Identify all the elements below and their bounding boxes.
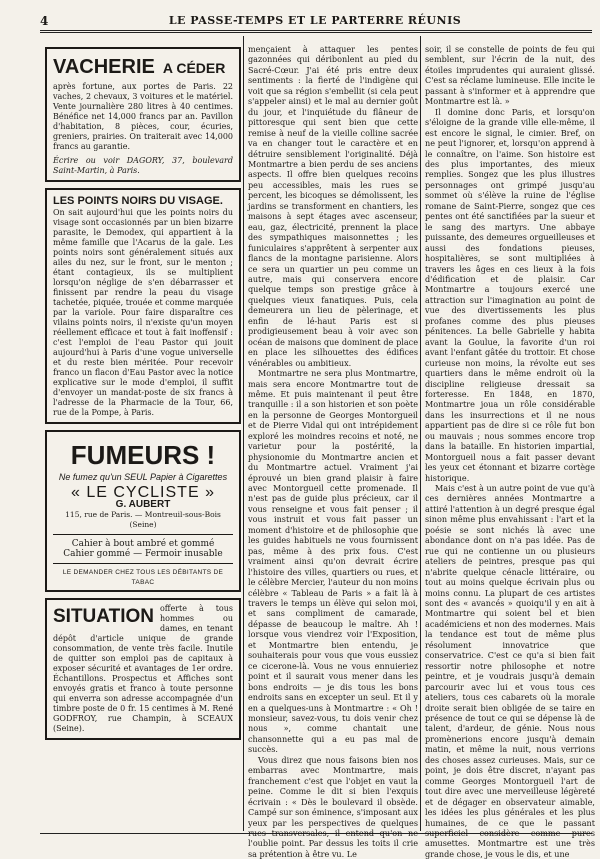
ad-vacherie-contact: Écrire ou voir DAGORY, 37, boulevard Saint-Martin, à Paris. <box>53 156 233 175</box>
ad-vacherie-title: VACHERIE A CÉDER <box>53 56 226 78</box>
ad-fumeurs-line2: Cahier gommé — Fermoir inusable <box>63 549 223 559</box>
article-column-3 <box>425 44 595 859</box>
ad-fumeurs-separator <box>53 563 233 564</box>
advertisements-column <box>45 47 241 746</box>
ad-fumeurs-brand: « LE CYCLISTE » <box>71 484 215 501</box>
header-rule-double <box>40 32 592 33</box>
ad-vacherie-body: après fortune, aux portes de Paris. 22 vaches, 2 chevaux, 3 voitures et le matériel. Vente journalière 280 litres à 40 centimes. Bénéfice net 14,000 francs par an. Pavillon d'habitation, 8 pièces, cour, écuries, greniers, prairies. On traiterait avec 14,000 francs au garantie. <box>53 82 233 151</box>
ad-fumeurs-line1: Cahier à bout ambré et gommé <box>71 539 215 549</box>
ad-points-noirs-body: On sait aujourd'hui que les points noirs du visage sont occasionnés par un bien bizarre parasite, le Demodex, qui appartient à la même famille que l'Acarus de la gale. Les points noirs sont généralement situés aux ailes du nez, sur le front, sur le menton ; étant contagieux, ils se multiplient lorsqu'on néglige de s'en débarrasser et finissent par rendre la peau du visage tachetée, piquée, trouée et comme marquée par la variole. Pour faire disparaître ces vilains points noirs, il n'existe qu'un moyen réellement efficace et tout à fait inoffensif : c'est l'emploi de l'eau Pastor qui jouit aujourd'hui à Paris d'une vogue universelle et du reste bien méritée. Pour recevoir franco un flacon d'Eau Pastor avec la notice explicative sur le mode d'emploi, il suffit d'envoyer un mandat-poste de six francs à l'adresse de la Pharmacie de la Tour, 66, rue de la Pompe, à Paris. <box>53 208 233 417</box>
article-paragraph: Vous direz que nous faisons bien nos embarras avec Montmartre, mais franchement c'est que l'objet en vaut la peine. Comme le dit si bien l'exquis écrivain : « Dès le boulevard il obsède. Campé sur son éminence, s'imposant aux yeux par les perspectives de quelques rues transversales, il entend qu'on ne l'oublie point. Par dessus les toits il crie sa prétention à être vu. Le <box>248 754 418 859</box>
ad-fumeurs-separator <box>53 534 233 535</box>
ad-fumeurs-footer: LE DEMANDER CHEZ TOUS LES DÉBITANTS DE TABAC <box>62 569 224 586</box>
page-number: 4 <box>40 14 49 28</box>
article-paragraph: mençaient à attaquer les pentes gazonnées qui déribonlent au pied du Sacré-Cœur. J'ai été pris entre deux sentiments : la fierté de l'indigène qui voit que sa région s'embellit (si cela peut s'appeler ainsi) et le mal au dernier goût du jour, et l'inquiétude du flâneur de pittoresque qui sent bien que cette remise à neuf de la vieille colline sacrée va en changer tout le caractère et en détruire sensiblement l'originalité. Déjà Montmartre a bien perdu de ses anciens aspects. Il offre bien quelques recoins peu accessibles, mais les rues se percent, les bicoques se démolissent, les jardins se transforment en chantiers, les maisons à sept étages avec ascenseur, eau, gaz, électricité, prennent la place des sympathiques maisonnettes ; les funiculaires s'apprêtent à serpenter aux flancs de la montagne parisienne. Alors ce sera un quartier un peu comme un autre, mais qui conservera encore quelque temps son prestige grâce à quelques vieux fanatiques. Puis, cela demeurera un lieu de pèlerinage, et enfin de lé-haut Paris est si prodigieusement beau à voir avec son océan de maisons que dominent de place en place les silhouettes des édifices vénérables ou ambitieux. <box>248 44 418 368</box>
article-paragraph: soir, il se constelle de points de feu qui semblent, sur l'écrin de la nuit, des étoiles imprudentes qui auraient glissé. C'est sa réclame lumineuse. Elle incite le passant à s'informer et à apprendre que Montmartre est là. » <box>425 44 595 107</box>
article-paragraph: Il domine donc Paris, et lorsqu'on s'éloigne de la grande ville elle-même, il est encore le signal, le cimier. Bref, on ne peut l'ignorer, et, lorsqu'on apprend à le connaître, on l'aime. Son histoire est des plus importantes, des mieux remplies. Songez que les plus illustres personnages ont grimpé jusqu'au sommet où s'élève la ruine de l'église romane de Saint-Pierre, songez que ces pentes ont été sanctifiées par la sueur et le sang des martyrs. Une abbaye puissante, des demeures orgueilleuses et aussi des fondations pieuses, hospitalières, se sont multipliées à travers les âges en ces lieux à la fois d'édification et de plaisir. Car Montmartre a toujours exercé une attraction sur l'imagination au point de vue des divertissements les plus profanes comme des plus pieuses pénitences. La belle Gabrielle y habita avant la Goulue, la favorite d'un roi avant l'enfant gâtée du trottoir. Et chose curieuse non moins, la révolte eut ses quartiers dans le même endroit où la discipline religieuse dressait sa forteresse. En 1848, en 1870, Montmartre joua un rôle considérable dans les insurrections et il ne nous appartient pas de dire si ce rôle fut bon ou mauvais ; nous sommes encore trop dans la bataille. En historien impartial, Montorgueil nous a fait passer devant les yeux cet étonnant et bizarre cortège historique. <box>425 106 595 483</box>
article-column-2 <box>248 44 418 859</box>
article-paragraph: Mais c'est à un autre point de vue qu'à ces dernières années Montmartre a attiré l'attention à un degré presque égal sinon même plus envahissant : l'art et la poésie se sont nichés là avec une abondance dont on n'a pas idée. Pas de rue qui ne contienne un ou plusieurs ateliers de peintres, presque pas qui n'abrite quelque cénacle littéraire, ou tout au moins quelque écrivain plus ou moins connu. La plupart de ces artistes sont des « avancés » quoiqu'il y en ait à Montmartre qui soient bel et bien académiciens et non des modernes. Mais la tendance est tout de même plus résolument innovatrice que conservatrice. C'est ce qu'a si bien fait ressortir notre philosophe et notre peintre, et je voudrais jusqu'à demain parcourir avec lui et vous tous ces ateliers, tous ces cabarets où la morale droite serait bien obligée de se taire en présence de tout ce qui se dépense là de talent, d'ardeur, de génie. Nous nous promènerions encore jusqu'à demain matin, et même la nuit, nous verrions des choses assez curieuses. Mais, sur ce point, je dois être discret, n'ayant pas comme Georges Montorgueil l'art de tout dire avec une merveilleuse légèreté et de dégager en observateur aimable, les idées les plus générales et les plus humaines, de ce que le passant superficiel considère comme pures amusettes. Montmartre est une très grande chose, je vous le dis, et une <box>425 483 595 859</box>
ad-points-noirs <box>45 188 241 424</box>
publication-title: LE PASSE-TEMPS ET LE PARTERRE RÉUNIS <box>168 14 462 27</box>
ad-points-noirs-title: LES POINTS NOIRS DU VISAGE. <box>53 195 223 207</box>
ad-situation-body: offerte à tous hommes ou dames, en tenant dépôt d'article unique de grande consommation, de vente très facile. Inutile de quitter son emploi pas de capitaux à exposer sécurité et avantages de 1er ordre. Échantillons. Prospectus et Affiches sont envoyés gratis et franco à toute personne qui enverra son adresse accompagnée d'un timbre poste de 0 fr. 15 centimes à M. René GODFROY, rue Champin, à SCEAUX (Seine). <box>53 604 233 733</box>
ad-vacherie <box>45 47 241 182</box>
ad-situation <box>45 598 241 740</box>
column-divider <box>420 36 421 831</box>
ad-fumeurs-address: 115, rue de Paris. — Montreuil-sous-Bois (Seine) <box>65 510 221 529</box>
ad-fumeurs-subtitle: Ne fumez qu'un SEUL Papier à Cigarettes <box>58 472 228 482</box>
ad-fumeurs-title: FUMEURS ! <box>70 440 216 470</box>
header-rule <box>40 30 592 31</box>
ad-fumeurs <box>45 430 241 592</box>
ad-situation-title: SITUATION <box>53 606 154 627</box>
column-divider <box>243 36 244 831</box>
page-header <box>40 8 590 30</box>
ad-fumeurs-maker: G. AUBERT <box>115 499 171 510</box>
article-paragraph: Montmartre ne sera plus Montmartre, mais sera encore Montmartre tout de même. Et puis maintenant il peut être tranquille : il a son historien et son poète en la personne de Georges Montorgueil et de Pierre Vidal qui ont intrépidement exploré les moindres recoins et noté, ne varietur pour la postérité, la physionomie du Montmartre ancien et du Montmartre actuel. Vraiment j'ai éprouvé un bien grand plaisir à faire avec Montorgueil cette promenade. Il n'est pas de guide plus précieux, car il vous renseigne et vous fait penser ; il vous instruit et vous fait passer un moment d'histoire et de philosophie que les guides habituels ne vous fournissent pas, même à des prix fous. C'est vraiment ainsi qu'on devrait écrire l'histoire des villes, quartiers ou rues, et le célèbre Mercier, l'auteur du non moins célèbre « Tableau de Paris » a fait là à travers le temps un élève qui selon moi, et sans compliment de camarade, dépasse de beaucoup le maître. Ah ! lorsque vous viendrez voir l'Exposition, et Montmartre bien entendu, je souhaiterais pour vous que vous eussiez ce cicerone-là. Vous ne vous ennuieriez point et il saurait vous mener dans les bons endroits — je dis tous les bons endroits sans en excepter un seul. Et il y en a quelques-uns à Montmartre : « Oh ! monsieur, savez-vous, tu dois venir chez nous », comme chantait une chansonnette qui a eu pas mal de succès. <box>248 368 418 755</box>
